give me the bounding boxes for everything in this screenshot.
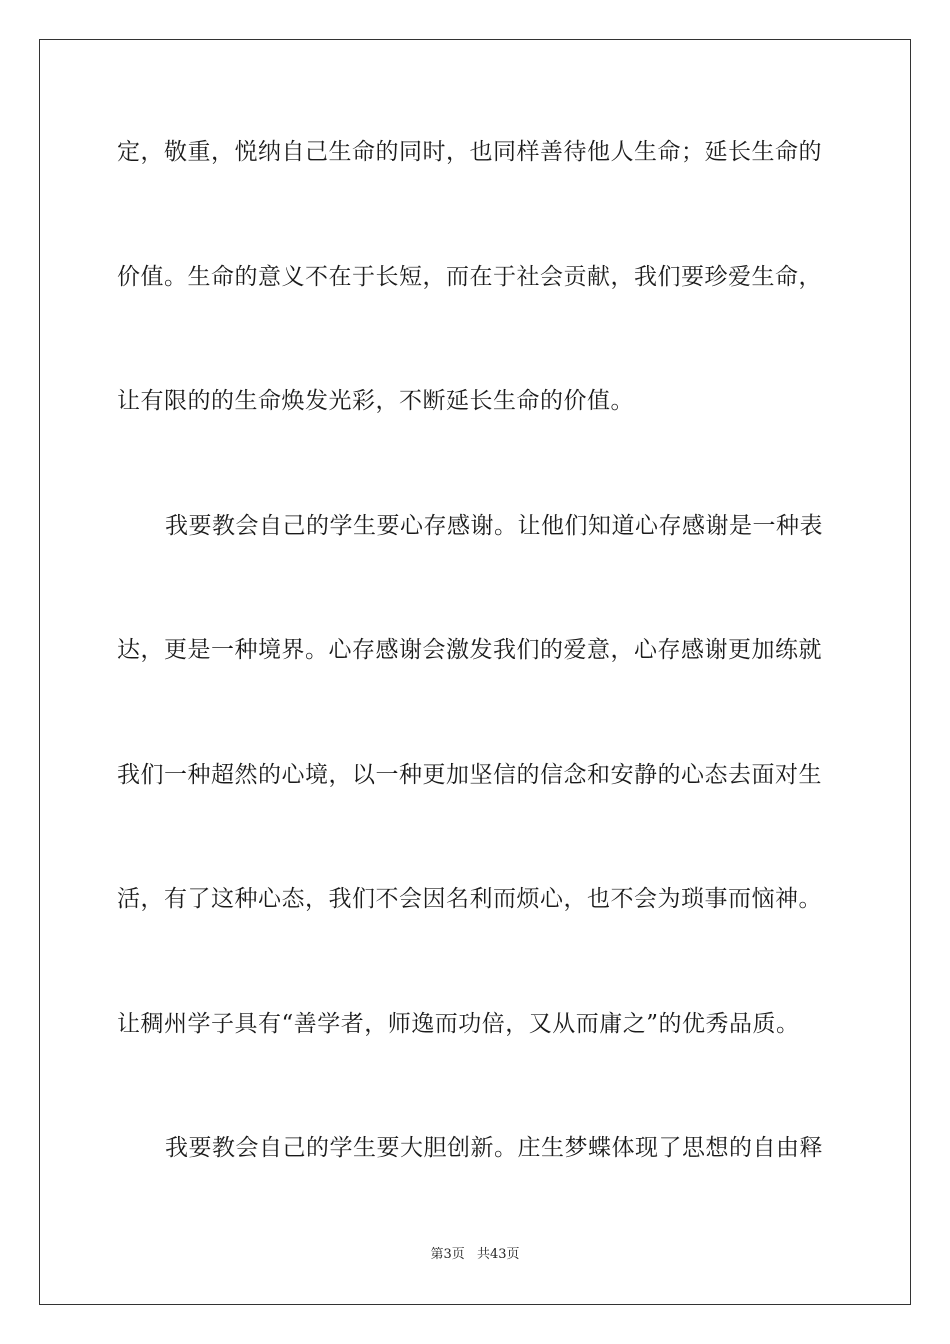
text-line-6: 我们一种超然的心境，以一种更加坚信的信念和安静的心态去面对生: [117, 762, 822, 788]
text-line-3: 让有限的的生命焕发光彩，不断延长生命的价值。: [117, 388, 634, 414]
text-line-1: 定，敬重，悦纳自己生命的同时，也同样善待他人生命；延长生命的: [117, 139, 822, 165]
page-current: 第3页: [430, 1247, 465, 1262]
text-line-8: 让稠州学子具有“善学者，师逸而功倍，又从而庸之”的优秀品质。: [117, 1011, 800, 1037]
text-line-4: 我要教会自己的学生要心存感谢。让他们知道心存感谢是一种表: [165, 513, 823, 539]
text-line-7: 活，有了这种心态，我们不会因名利而烦心，也不会为琐事而恼神。: [117, 886, 822, 912]
text-line-2: 价值。生命的意义不在于长短，而在于社会贡献，我们要珍爱生命，: [117, 264, 822, 290]
text-line-5: 达，更是一种境界。心存感谢会激发我们的爱意，心存感谢更加练就: [117, 637, 822, 663]
text-line-9: 我要教会自己的学生要大胆创新。庄生梦蝶体现了思想的自由释: [165, 1135, 823, 1161]
page-frame: [39, 39, 911, 1305]
page-total: 共43页: [476, 1247, 520, 1262]
page-footer: [0, 1246, 950, 1264]
